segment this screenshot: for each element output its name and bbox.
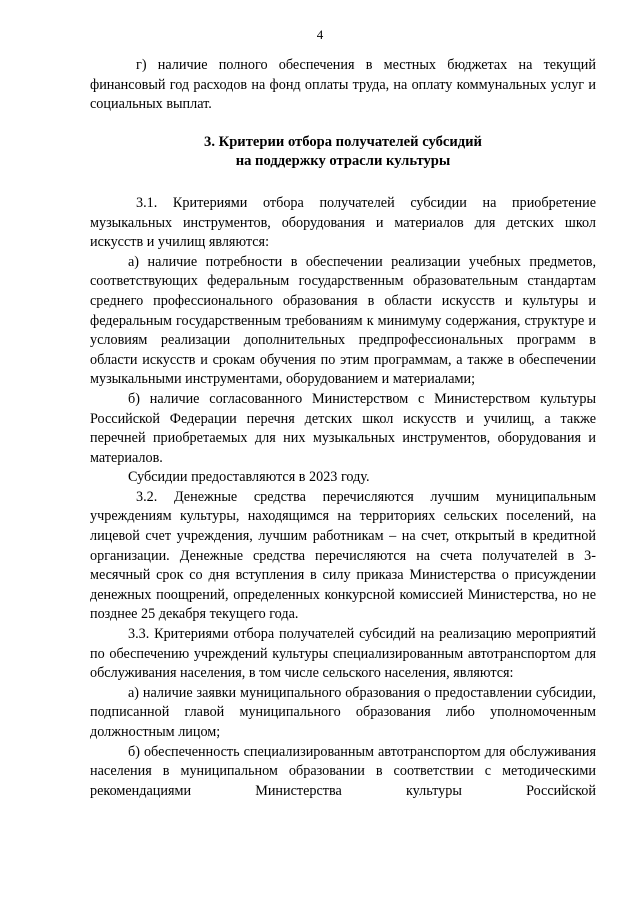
section-heading-line1: 3. Критерии отбора получателей субсидий: [204, 133, 482, 150]
paragraph-year: Субсидии предоставляются в 2023 году.: [128, 469, 370, 486]
paragraph-3-3-b: б) обеспеченность специализированным автотранспортом для обслуживания населения в муниципальном образовании в соответствии с методическими рекомендациями Министерства культуры Российской: [90, 743, 596, 799]
section-heading-line2: на поддержку отрасли культуры: [235, 153, 451, 170]
paragraph-3-1: 3.1. Критериями отбора получателей субсидии на приобретение музыкальных инструментов, оборудования и материалов для детских школ искусств и училищ являются:: [90, 194, 596, 251]
paragraph-3-2: 3.2. Денежные средства перечисляются лучшим муниципальным учреждениям культуры, находящимся на территориях сельских поселений, на лицевой счет учреждения, лучшим работникам – на счет, открытый в кредитной организации. Денежные средства перечисляются на счета получателей в 3-месячный срок со дня вступления в силу приказа Министерства о присуждении денежных поощрений, определенных конкурсной комиссией Министерства, но не позднее 25 декабря текущего года.: [90, 488, 596, 623]
paragraph-3-3: 3.3. Критериями отбора получателей субсидий на реализацию мероприятий по обеспечению учреждений культуры специализированным автотранспортом для обслуживания населения, в том числе сельского населения, являются:: [90, 626, 596, 682]
section-heading: [90, 133, 596, 172]
page-number: 4: [316, 27, 324, 42]
paragraph-3-1-a: а) наличие потребности в обеспечении реализации учебных предметов, соответствующих федеральным государственным образовательным стандартам среднего профессионального образования в области искусств и культуры и федеральным государственным требованиям к минимуму содержания, структуре и условиям реализации дополнительных предпрофессиональных программ в области искусств и срокам обучения по этим программам, а также в обеспечении музыкальными инструментами, оборудованием и материалами;: [90, 253, 596, 388]
paragraph-3-3-a: а) наличие заявки муниципального образования о предоставлении субсидии, подписанной главой муниципального образования либо уполномоченным должностным лицом;: [90, 684, 596, 740]
paragraph-3-1-b: б) наличие согласованного Министерством с Министерством культуры Российской Федерации перечня детских школ искусств и училищ, а также перечней приобретаемых для них музыкальных инструментов, оборудования и материалов.: [90, 390, 596, 466]
document-body: [90, 56, 596, 801]
paragraph-g: г) наличие полного обеспечения в местных бюджетах на текущий финансовый год расходов на фонд оплаты труда, на оплату коммунальных услуг и социальных выплат.: [90, 57, 596, 113]
